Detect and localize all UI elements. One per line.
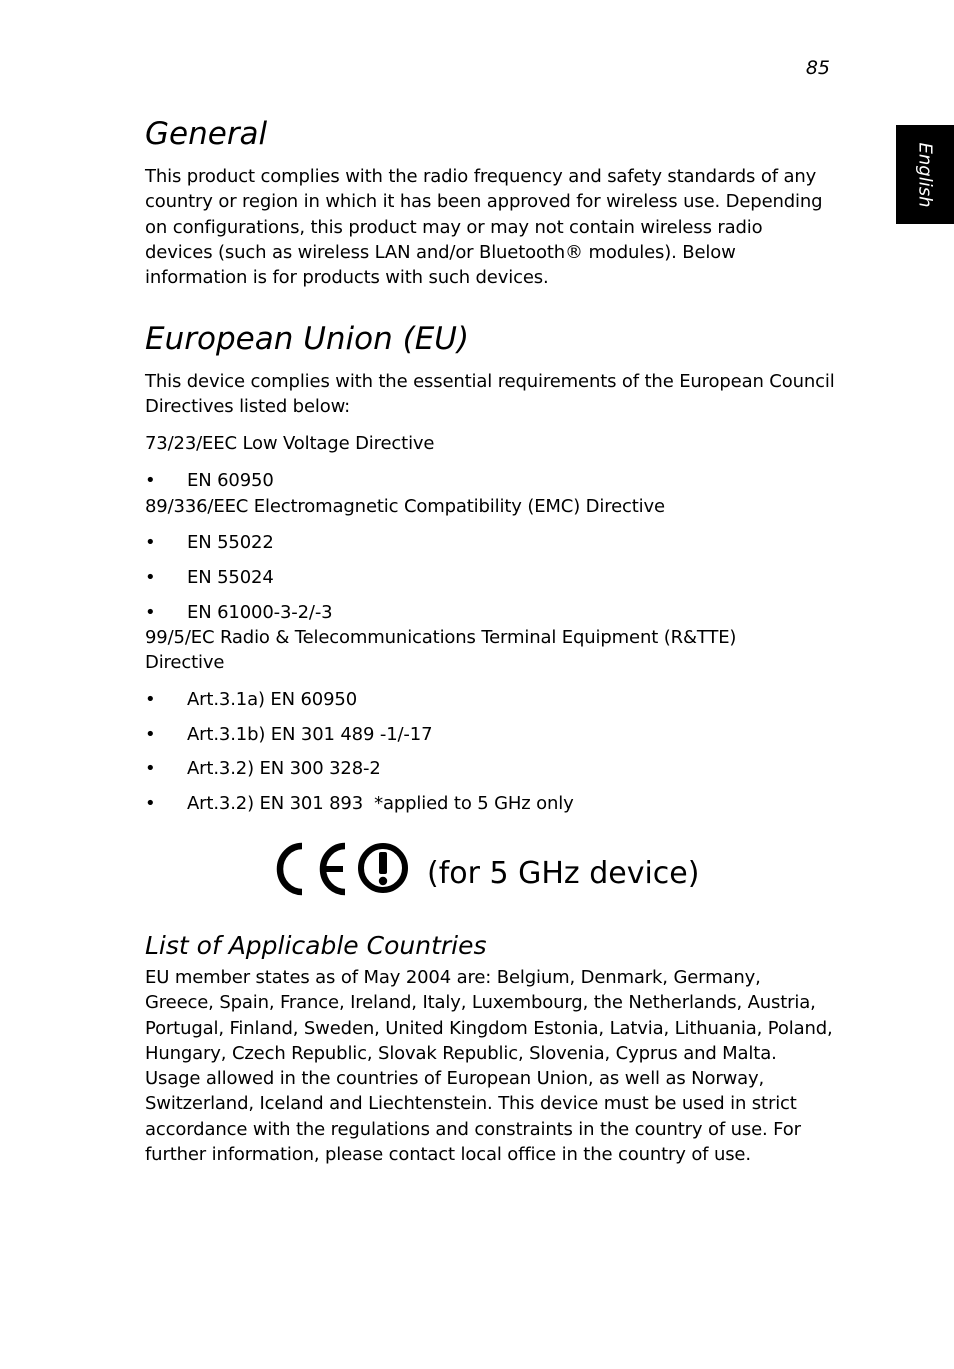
bullet-dot: • (145, 567, 156, 588)
bullet-dot: • (145, 724, 156, 745)
countries-heading: List of Applicable Countries (145, 931, 487, 960)
language-tab-label: English (914, 142, 936, 207)
ce-mark (275, 840, 715, 900)
directive-lvd: 73/23/EEC Low Voltage Directive (145, 433, 435, 454)
eu-intro: This device complies with the essential requirements of the European Council Directives listed below: (145, 371, 835, 418)
bullet-dot: • (145, 470, 156, 491)
directive-rtte: 99/5/EC Radio & Telecommunications Terminal Equipment (R&TTE) Directive (145, 627, 737, 674)
general-body: This product complies with the radio frequency and safety standards of any country or region in which it has been approved for wireless use. Depending on configurations, this product may or may not contain wireless radio devices (such as wireless LAN and/or Bluetooth® modules). Below information is for products with such devices. (145, 166, 823, 289)
bullet-dot: • (145, 602, 156, 623)
bullet-dot: • (145, 532, 156, 553)
bullet-dot: • (145, 758, 156, 779)
eu-heading: European Union (EU) (145, 321, 470, 357)
countries-body: EU member states as of May 2004 are: Belgium, Denmark, Germany, Greece, Spain, France, Ireland, Italy, Luxembourg, the Netherlands, Austria, Portugal, Finland, Sweden, United Kingdom Estonia, Latvia, Lithuania, Poland, Hungary, Czech Republic, Slovak Republic, Slovenia, Cyprus and Malta. Usage allowed in the countries of European Union, as well as Norway, Switzerland, Iceland and Liechtenstein. This device must be used in strict accordance with the regulations and constraints in the country of use. For further information, please contact local office in the country of use. (145, 967, 833, 1166)
ce-mark-caption: (for 5 GHz device) (427, 856, 700, 891)
ce-alert-icon (275, 840, 415, 900)
page-number: 85 (805, 57, 830, 79)
bullet-dot: • (145, 793, 156, 814)
language-tab (896, 125, 954, 224)
bullet-dot: • (145, 689, 156, 710)
directive-emc: 89/336/EEC Electromagnetic Compatibility (EMC) Directive (145, 496, 665, 517)
general-heading: General (145, 116, 268, 152)
